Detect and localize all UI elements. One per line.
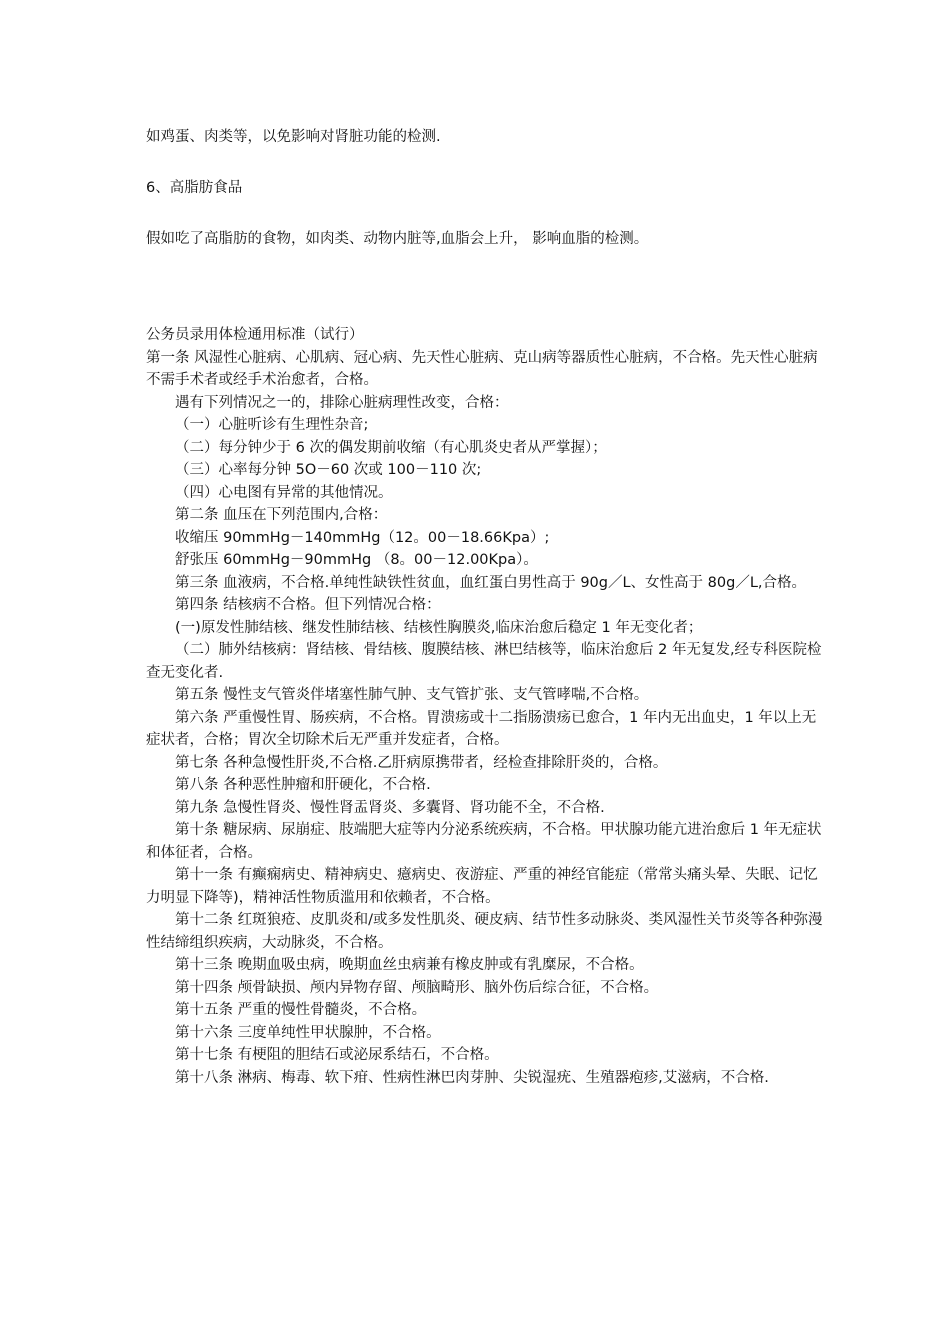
article-3: 第三条 血液病，不合格.单纯性缺铁性贫血，血红蛋白男性高于 90g／L、女性高于 80g／L,合格。 <box>175 574 807 591</box>
article-2: 第二条 血压在下列范围内,合格： <box>175 507 388 523</box>
article-7: 第七条 各种急慢性肝炎,不合格.乙肝病原携带者，经检查排除肝炎的，合格。 <box>175 754 668 771</box>
article-10: 第十条 糖尿病、尿崩症、肢端肥大症等内分泌系统疾病，不合格。甲状腺功能亢进治愈后 1 年无症状和体征者，合格。 <box>146 822 822 861</box>
article-1-item: （二）每分钟少于 6 次的偶发期前收缩（有心肌炎史者从严掌握）； <box>175 439 607 456</box>
article-14: 第十四条 颅骨缺损、颅内异物存留、颅脑畸形、脑外伤后综合征，不合格。 <box>175 979 659 996</box>
article-16: 第十六条 三度单纯性甲状腺肿，不合格。 <box>175 1024 441 1041</box>
article-6: 第六条 严重慢性胃、肠疾病，不合格。胃溃疡或十二指肠溃疡已愈合，1 年内无出血史，1 年以上无症状者，合格；胃次全切除术后无严重并发症者，合格。 <box>146 709 817 748</box>
standard-title: 公务员录用体检通用标准（试行） <box>146 327 364 343</box>
article-15: 第十五条 严重的慢性骨髓炎，不合格。 <box>175 1002 427 1018</box>
article-1-intro: 遇有下列情况之一的，排除心脏病理性改变，合格： <box>175 394 509 411</box>
article-2-item: 舒张压 60mmHg－90mmHg （8。00－12.00Kpa）。 <box>175 552 538 568</box>
article-1-item: （四）心电图有异常的其他情况。 <box>175 484 393 501</box>
article-4-item: （二）肺外结核病：肾结核、骨结核、腹膜结核、淋巴结核等，临床治愈后 2 年无复发,经专科医院检查无变化者. <box>146 642 822 681</box>
intro-paragraph-1: 如鸡蛋、肉类等，以免影响对肾脏功能的检测. <box>146 129 441 145</box>
article-12: 第十二条 红斑狼疮、皮肌炎和/或多发性肌炎、硬皮病、结节性多动脉炎、类风湿性关节炎等各种弥漫性结缔组织疾病，大动脉炎，不合格。 <box>146 912 823 951</box>
article-1: 第一条 风湿性心脏病、心肌病、冠心病、先天性心脏病、克山病等器质性心脏病，不合格。先天性心脏病不需手术者或经手术治愈者，合格。 <box>146 349 818 388</box>
article-4-item: (一)原发性肺结核、继发性肺结核、结核性胸膜炎,临床治愈后稳定 1 年无变化者； <box>175 619 703 636</box>
intro-paragraph-2: 假如吃了高脂肪的食物，如肉类、动物内脏等,血脂会上升， 影响血脂的检测。 <box>146 231 649 247</box>
article-18: 第十八条 淋病、梅毒、软下疳、性病性淋巴肉芽肿、尖锐湿疣、生殖器疱疹,艾滋病，不合格. <box>175 1069 769 1086</box>
article-11: 第十一条 有癫痫病史、精神病史、癔病史、夜游症、严重的神经官能症（常常头痛头晕、失眠、记忆力明显下降等)，精神活性物质滥用和依赖者，不合格。 <box>146 867 818 906</box>
article-5: 第五条 慢性支气管炎伴堵塞性肺气肿、支气管扩张、支气管哮喘,不合格。 <box>175 687 649 703</box>
article-1-item: （三）心率每分钟 5O－60 次或 100－110 次; <box>175 462 482 478</box>
article-17: 第十七条 有梗阻的胆结石或泌尿系结石，不合格。 <box>175 1047 499 1063</box>
article-1-item: （一）心脏听诊有生理性杂音; <box>175 417 369 433</box>
heading-high-fat-food: 6、高脂肪食品 <box>146 180 243 196</box>
article-2-item: 收缩压 90mmHg－140mmHg（12。00－18.66Kpa）; <box>175 529 550 546</box>
article-9: 第九条 急慢性肾炎、慢性肾盂肾炎、多囊肾、肾功能不全，不合格. <box>175 799 605 816</box>
article-4: 第四条 结核病不合格。但下列情况合格： <box>175 597 441 613</box>
article-13: 第十三条 晚期血吸虫病，晚期血丝虫病兼有橡皮肿或有乳糜尿，不合格。 <box>175 957 644 973</box>
article-8: 第八条 各种恶性肿瘤和肝硬化，不合格. <box>175 777 431 793</box>
standard-section <box>146 324 826 1089</box>
